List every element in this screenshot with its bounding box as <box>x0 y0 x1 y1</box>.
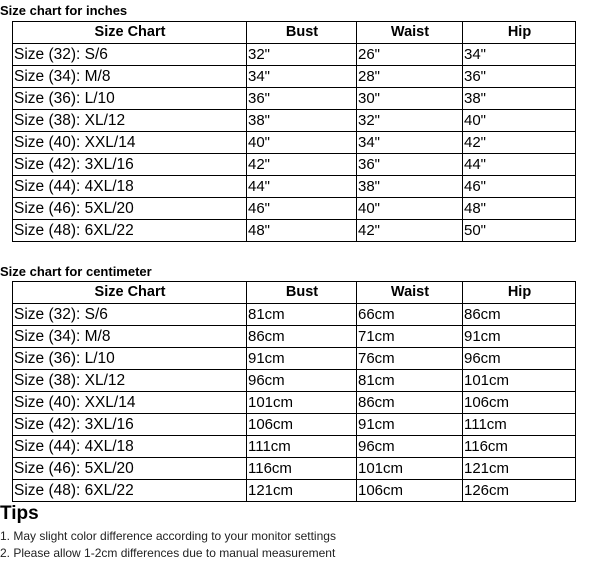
bust-cell: 38" <box>247 110 357 132</box>
bust-cell: 121cm <box>247 480 357 502</box>
table-row <box>13 414 576 436</box>
hip-cell: 101cm <box>463 370 576 392</box>
waist-cell: 40" <box>357 198 463 220</box>
hip-cell: 36" <box>463 66 576 88</box>
bust-cell: 46" <box>247 198 357 220</box>
table-row <box>13 480 576 502</box>
table-header-row <box>13 282 576 304</box>
header-waist: Waist <box>357 22 463 44</box>
table-header-row <box>13 22 576 44</box>
bust-cell: 96cm <box>247 370 357 392</box>
bust-cell: 86cm <box>247 326 357 348</box>
size-cell: Size (46): 5XL/20 <box>13 198 247 220</box>
header-size-chart: Size Chart <box>13 282 247 304</box>
header-hip: Hip <box>463 282 576 304</box>
waist-cell: 71cm <box>357 326 463 348</box>
table-row <box>13 436 576 458</box>
waist-cell: 34" <box>357 132 463 154</box>
bust-cell: 34" <box>247 66 357 88</box>
table-row <box>13 88 576 110</box>
waist-cell: 81cm <box>357 370 463 392</box>
table-row <box>13 110 576 132</box>
hip-cell: 106cm <box>463 392 576 414</box>
size-cell: Size (44): 4XL/18 <box>13 176 247 198</box>
waist-cell: 76cm <box>357 348 463 370</box>
header-hip: Hip <box>463 22 576 44</box>
bust-cell: 40" <box>247 132 357 154</box>
table-row <box>13 392 576 414</box>
hip-cell: 40" <box>463 110 576 132</box>
hip-cell: 50" <box>463 220 576 242</box>
waist-cell: 96cm <box>357 436 463 458</box>
hip-cell: 111cm <box>463 414 576 436</box>
size-cell: Size (42): 3XL/16 <box>13 154 247 176</box>
waist-cell: 91cm <box>357 414 463 436</box>
table-row <box>13 198 576 220</box>
table-row <box>13 220 576 242</box>
bust-cell: 111cm <box>247 436 357 458</box>
waist-cell: 66cm <box>357 304 463 326</box>
hip-cell: 46" <box>463 176 576 198</box>
waist-cell: 26" <box>357 44 463 66</box>
size-cell: Size (42): 3XL/16 <box>13 414 247 436</box>
bust-cell: 91cm <box>247 348 357 370</box>
table-row <box>13 348 576 370</box>
bust-cell: 81cm <box>247 304 357 326</box>
hip-cell: 121cm <box>463 458 576 480</box>
hip-cell: 38" <box>463 88 576 110</box>
bust-cell: 32" <box>247 44 357 66</box>
waist-cell: 28" <box>357 66 463 88</box>
waist-cell: 101cm <box>357 458 463 480</box>
hip-cell: 126cm <box>463 480 576 502</box>
header-waist: Waist <box>357 282 463 304</box>
bust-cell: 48" <box>247 220 357 242</box>
header-bust: Bust <box>247 22 357 44</box>
hip-cell: 86cm <box>463 304 576 326</box>
size-cell: Size (32): S/6 <box>13 304 247 326</box>
bust-cell: 44" <box>247 176 357 198</box>
hip-cell: 116cm <box>463 436 576 458</box>
table-row <box>13 66 576 88</box>
waist-cell: 36" <box>357 154 463 176</box>
header-bust: Bust <box>247 282 357 304</box>
hip-cell: 96cm <box>463 348 576 370</box>
table-row <box>13 304 576 326</box>
size-cell: Size (34): M/8 <box>13 66 247 88</box>
tip-item: 1. May slight color difference according to your monitor settings <box>0 529 336 543</box>
hip-cell: 91cm <box>463 326 576 348</box>
size-cell: Size (48): 6XL/22 <box>13 480 247 502</box>
bust-cell: 36" <box>247 88 357 110</box>
size-cell: Size (32): S/6 <box>13 44 247 66</box>
size-cell: Size (40): XXL/14 <box>13 392 247 414</box>
table-row <box>13 458 576 480</box>
size-cell: Size (46): 5XL/20 <box>13 458 247 480</box>
hip-cell: 44" <box>463 154 576 176</box>
centimeter-chart-title: Size chart for centimeter <box>0 264 152 279</box>
inches-chart-title: Size chart for inches <box>0 3 128 18</box>
size-cell: Size (48): 6XL/22 <box>13 220 247 242</box>
waist-cell: 42" <box>357 220 463 242</box>
bust-cell: 116cm <box>247 458 357 480</box>
table-row <box>13 132 576 154</box>
bust-cell: 101cm <box>247 392 357 414</box>
table-row <box>13 154 576 176</box>
size-cell: Size (44): 4XL/18 <box>13 436 247 458</box>
table-row <box>13 44 576 66</box>
waist-cell: 38" <box>357 176 463 198</box>
table-row <box>13 370 576 392</box>
bust-cell: 106cm <box>247 414 357 436</box>
table-row <box>13 176 576 198</box>
size-cell: Size (38): XL/12 <box>13 110 247 132</box>
hip-cell: 42" <box>463 132 576 154</box>
hip-cell: 48" <box>463 198 576 220</box>
size-cell: Size (36): L/10 <box>13 88 247 110</box>
waist-cell: 32" <box>357 110 463 132</box>
header-size-chart: Size Chart <box>13 22 247 44</box>
tip-item: 2. Please allow 1-2cm differences due to manual measurement <box>0 546 336 560</box>
hip-cell: 34" <box>463 44 576 66</box>
tips-heading: Tips <box>0 503 39 524</box>
waist-cell: 106cm <box>357 480 463 502</box>
size-cell: Size (40): XXL/14 <box>13 132 247 154</box>
waist-cell: 30" <box>357 88 463 110</box>
size-cell: Size (38): XL/12 <box>13 370 247 392</box>
size-cell: Size (34): M/8 <box>13 326 247 348</box>
table-row <box>13 326 576 348</box>
size-cell: Size (36): L/10 <box>13 348 247 370</box>
bust-cell: 42" <box>247 154 357 176</box>
inches-size-table <box>12 21 576 242</box>
waist-cell: 86cm <box>357 392 463 414</box>
centimeter-size-table <box>12 281 576 502</box>
